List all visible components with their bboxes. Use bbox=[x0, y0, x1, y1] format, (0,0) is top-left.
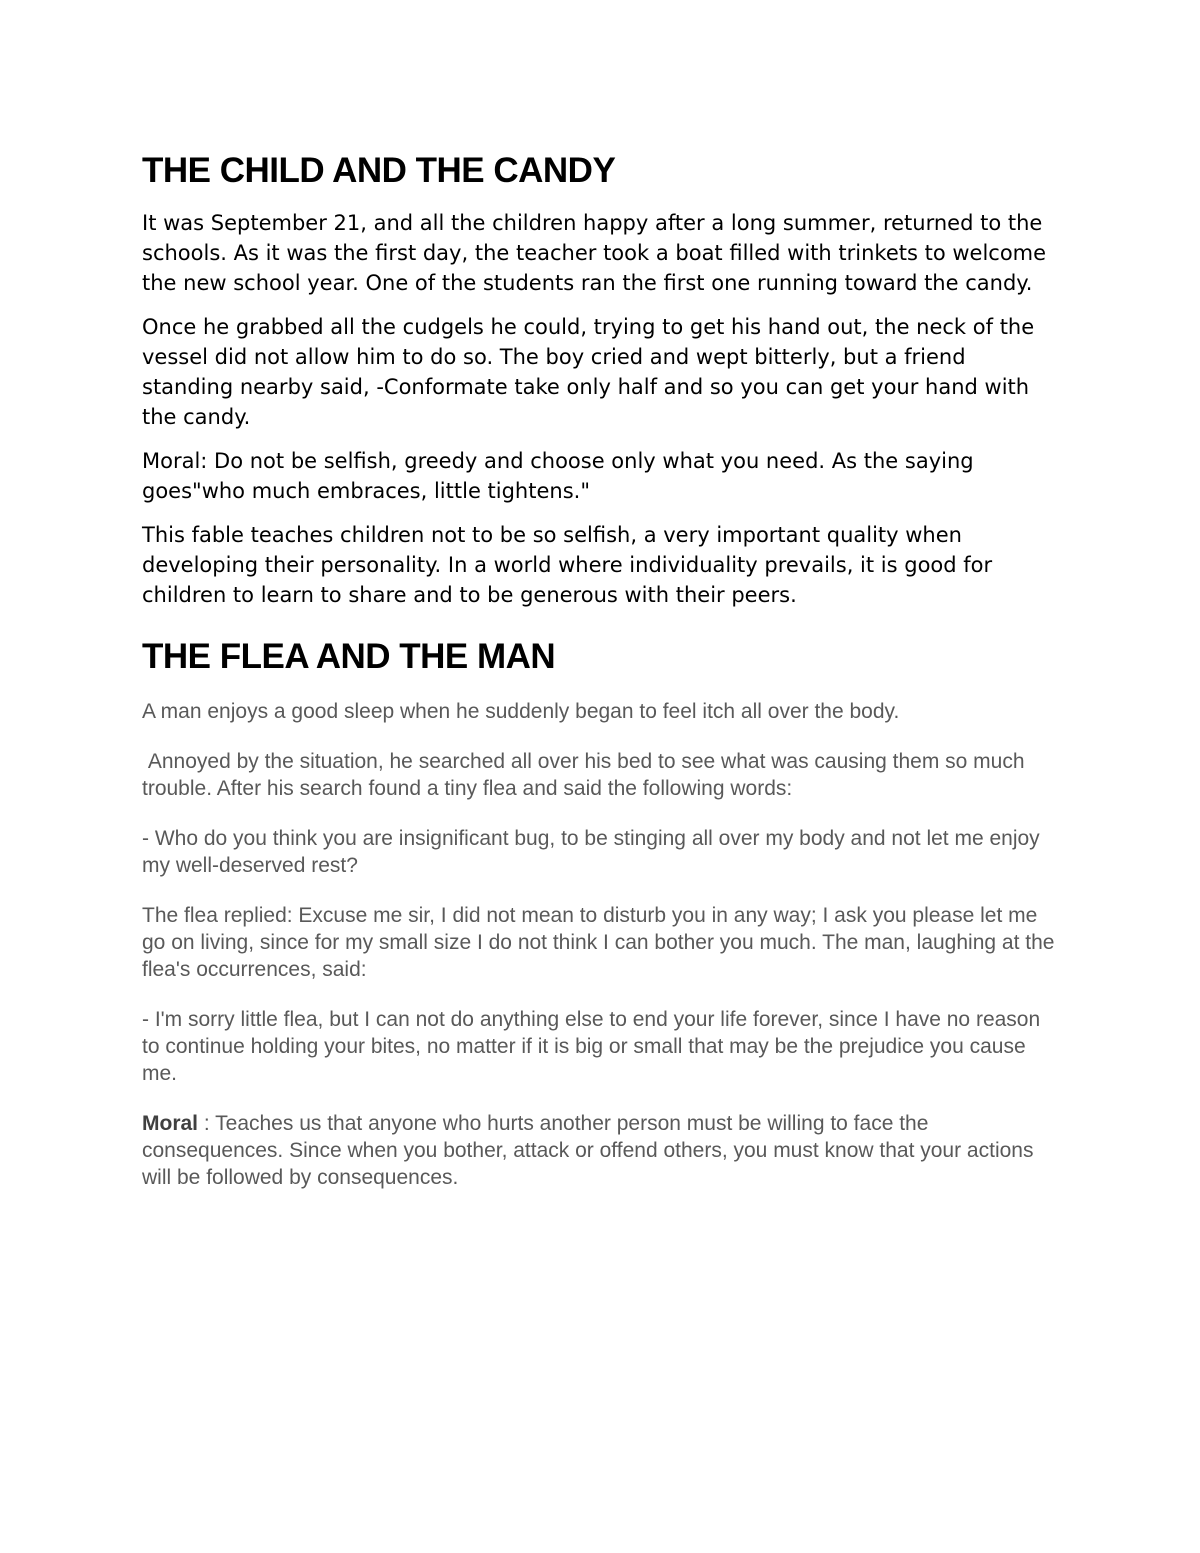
fable-2-paragraph-2: Annoyed by the situation, he searched all over his bed to see what was causing them so much trouble. After his search found a tiny flea and said the following words: bbox=[142, 750, 1031, 800]
fable-1-paragraph-1: It was September 21, and all the children happy after a long summer, returned to the schools. As it was the first day, the teacher took a boat filled with trinkets to welcome the new school year. One of the students ran the first one running toward the candy. bbox=[142, 211, 1047, 295]
fable-2-moral-label: Moral bbox=[142, 1112, 199, 1135]
fable-2-paragraph-1: A man enjoys a good sleep when he suddenly began to feel itch all over the body. bbox=[142, 700, 900, 723]
fable-2-paragraph-3: - Who do you think you are insignificant bug, to be stinging all over my body and not let me enjoy my well-deserved rest? bbox=[142, 827, 1040, 877]
fable-2-paragraph-4: The flea replied: Excuse me sir, I did not mean to disturb you in any way; I ask you please let me go on living, since for my small size I do not think I can bother you much. The man, laughing at the flea's occurrences, said: bbox=[142, 904, 1055, 981]
fable-1-paragraph-4: This fable teaches children not to be so selfish, a very important quality when developing their personality. In a world where individuality prevails, it is good for children to learn to share and to be generous with their peers. bbox=[142, 523, 993, 607]
fable-2-moral bbox=[142, 1110, 1057, 1191]
fable-1-paragraph-2: Once he grabbed all the cudgels he could, trying to get his hand out, the neck of the vessel did not allow him to do so. The boy cried and wept bitterly, but a friend standing nearby said, -Conformate take only half and so you can get your hand with the candy. bbox=[142, 315, 1035, 429]
document-page bbox=[142, 148, 1057, 1214]
fable-2-moral-text: : Teaches us that anyone who hurts another person must be willing to face the consequences. Since when you bother, attack or offend others, you must know that your actions will be followed by consequences. bbox=[142, 1112, 1034, 1189]
fable-2-title: THE FLEA AND THE MAN bbox=[142, 637, 556, 676]
fable-2-paragraph-5: - I'm sorry little flea, but I can not do anything else to end your life forever, since I have no reason to continue holding your bites, no matter if it is big or small that may be the prejudice you cause me. bbox=[142, 1008, 1041, 1085]
fable-1-moral: Moral: Do not be selfish, greedy and choose only what you need. As the saying goes"who much embraces, little tightens." bbox=[142, 449, 974, 503]
fable-1-title: THE CHILD AND THE CANDY bbox=[142, 151, 616, 190]
